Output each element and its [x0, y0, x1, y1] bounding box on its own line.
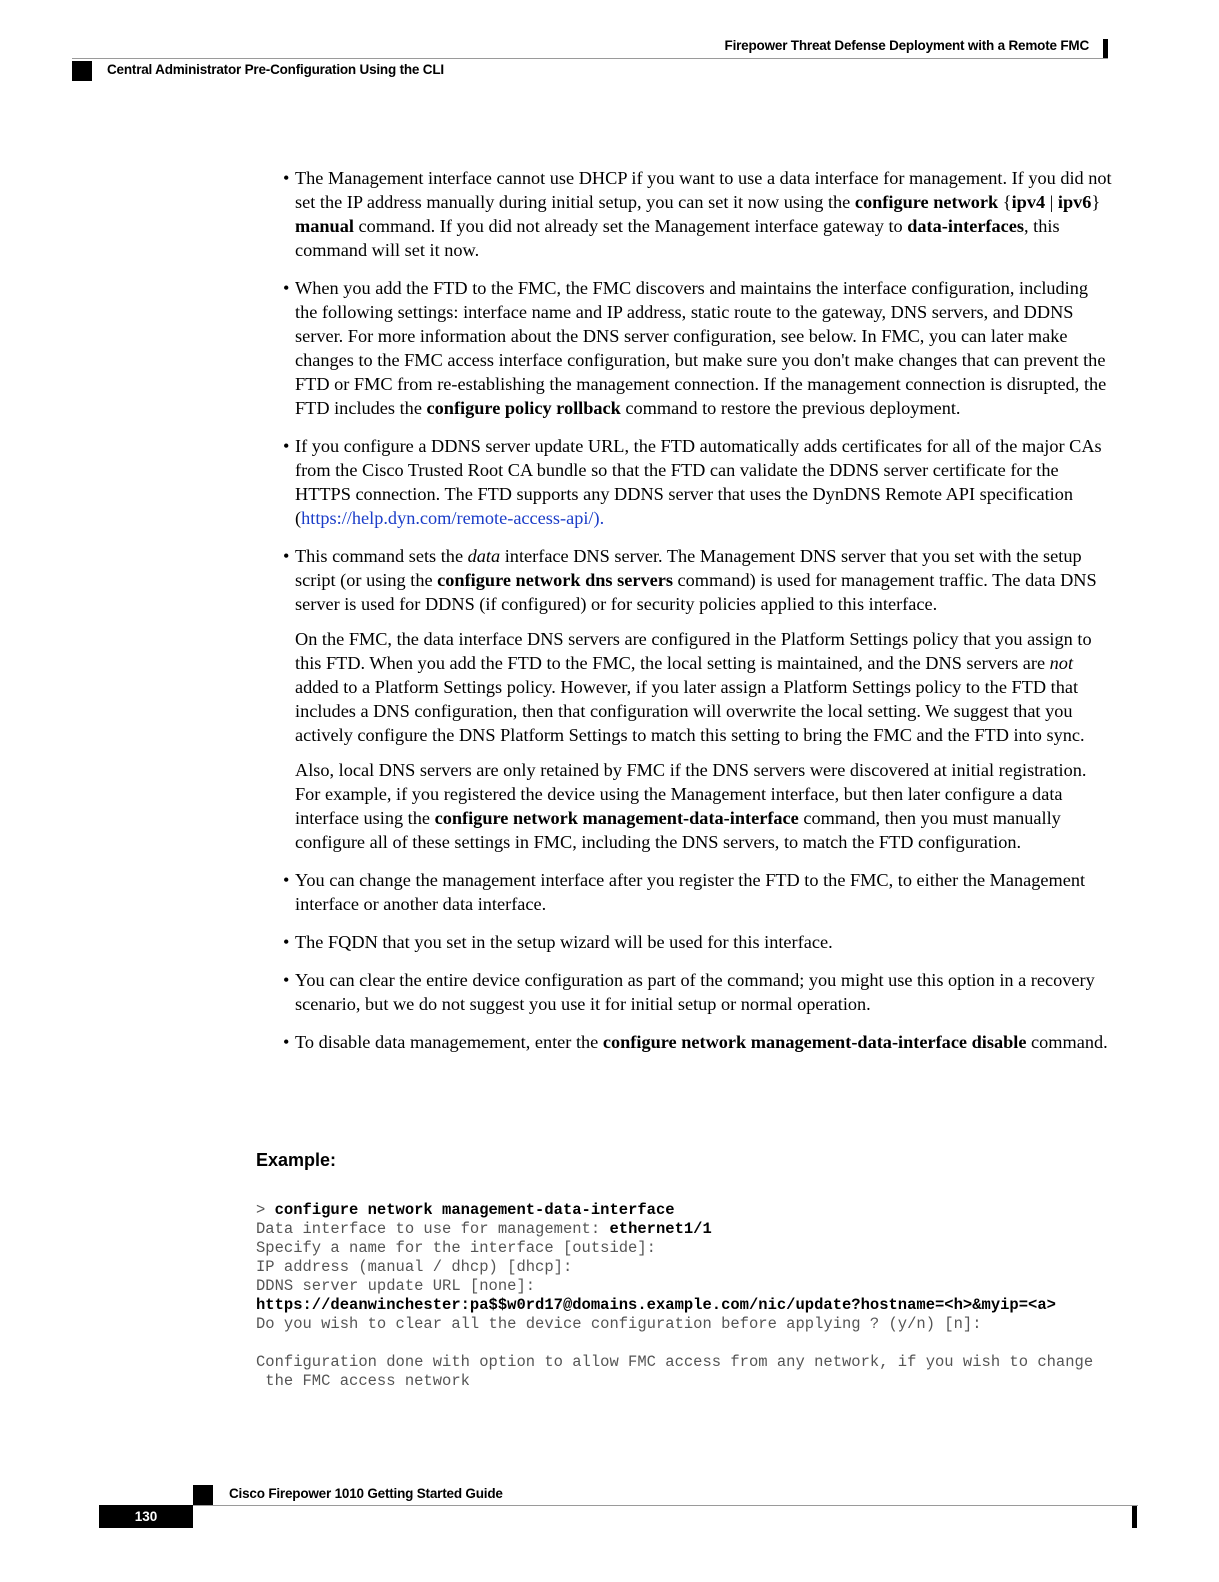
list-item: [283, 930, 1113, 954]
list-item: [283, 166, 1113, 262]
header-rule: [72, 58, 1108, 59]
page-number: 130: [99, 1505, 193, 1528]
footer-bar-mark: [1132, 1506, 1137, 1528]
bullet-icon: •: [283, 278, 290, 298]
bullet-icon: •: [283, 970, 290, 990]
list-item-text: You can change the management interface after you register the FTD to the FMC, to either the Management interface or another data interface.: [295, 870, 1086, 914]
list-item-text: You can clear the entire device configuration as part of the command; you might use this option in a recovery scenario, but we do not suggest you use it for initial setup or normal operation.: [295, 970, 1095, 1014]
code-example: > configure network management-data-interface Data interface to use for management: ethernet1/1 Specify a name for the interface [outside]: IP address (manual / dhcp) [dhcp]: DDNS server update URL [none]: https://deanwinchester:pa$$w0rd17@domains.example.com/nic/update?hostname=<h>&myip=<a> Do you wish to clear all the device configuration before applying ? (y/n) [n]: Configuration done with option to allow FMC access from any network, if you wish to change the FMC access network: [256, 1201, 1094, 1390]
section-title: Central Administrator Pre-Configuration Using the CLI: [107, 62, 444, 77]
bullet-icon: •: [283, 870, 290, 890]
list-item-text: The FQDN that you set in the setup wizard will be used for this interface.: [295, 932, 833, 952]
header-box-mark: [72, 61, 92, 81]
list-item-text: To disable data managemement, enter the configure network management-data-interface disable command.: [295, 1032, 1108, 1052]
list-item: [283, 1030, 1113, 1054]
footer-rule: [193, 1505, 1138, 1506]
bullet-icon: •: [283, 546, 290, 566]
guide-title: Cisco Firepower 1010 Getting Started Guide: [229, 1486, 503, 1501]
list-item: [283, 968, 1113, 1016]
bullet-icon: •: [283, 1032, 290, 1052]
list-item-text: This command sets the data interface DNS server. The Management DNS server that you set with the setup script (or using the configure network dns servers command) is used for management traffic. The data DNS server is used for DDNS (if configured) or for security policies applied to this interface.: [295, 546, 1097, 614]
example-heading: Example:: [256, 1150, 337, 1170]
bullet-icon: •: [283, 168, 290, 188]
list-item-paragraph: Also, local DNS servers are only retained by FMC if the DNS servers were discovered at initial registration. For example, if you registered the device using the Management interface, but then later configure a data interface using the configure network management-data-interface command, then you must manually configure all of these settings in FMC, including the DNS servers, to match the FTD configuration.: [295, 760, 1087, 852]
list-item-text: The Management interface cannot use DHCP if you want to use a data interface for management. If you did not set the IP address manually during initial setup, you can set it now using the configure network {ipv4 | ipv6} manual command. If you did not already set the Management interface gateway to data-interfaces, this command will set it now.: [295, 168, 1112, 260]
list-item-text: If you configure a DDNS server update URL, the FTD automatically adds certificates for all of the major CAs from the Cisco Trusted Root CA bundle so that the FTD can validate the DDNS server certificate for the HTTPS connection. The FTD supports any DDNS server that uses the DynDNS Remote API specification (https://help.dyn.com/remote-access-api/).: [295, 436, 1102, 528]
bullet-icon: •: [283, 436, 290, 456]
chapter-title: Firepower Threat Defense Deployment with a Remote FMC: [724, 38, 1089, 53]
list-item-paragraph: On the FMC, the data interface DNS servers are configured in the Platform Settings policy that you assign to this FTD. When you add the FTD to the FMC, the local setting is maintained, and the DNS servers are not added to a Platform Settings policy. However, if you later assign a Platform Settings policy to the FTD that includes a DNS configuration, then that configuration will overwrite the local setting. We suggest that you actively configure the DNS Platform Settings to match this setting to bring the FMC and the FTD into sync.: [295, 629, 1092, 745]
bullet-icon: •: [283, 932, 290, 952]
list-item: [283, 434, 1113, 530]
header-bar-mark: [1103, 39, 1108, 59]
list-item: [283, 868, 1113, 916]
footer-box-mark: [193, 1485, 213, 1505]
bullet-list: [283, 166, 1113, 1068]
dyndns-api-link[interactable]: https://help.dyn.com/remote-access-api/).: [301, 508, 605, 528]
list-item: [283, 544, 1113, 854]
list-item-text: When you add the FTD to the FMC, the FMC discovers and maintains the interface configuration, including the following settings: interface name and IP address, static route to the gateway, DNS servers, and DDNS server. For more information about the DNS server configuration, see below. In FMC, you can later make changes to the FMC access interface configuration, but make sure you don't make changes that can prevent the FTD or FMC from re-establishing the management connection. If the management connection is disrupted, the FTD includes the configure policy rollback command to restore the previous deployment.: [295, 278, 1107, 418]
list-item: [283, 276, 1113, 420]
